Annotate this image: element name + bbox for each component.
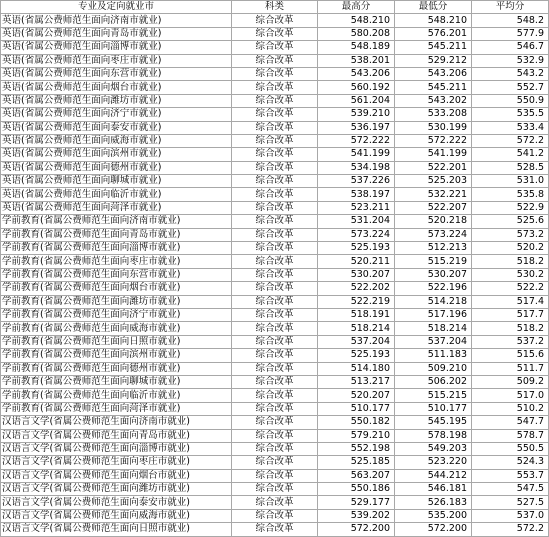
cell-major: 汉语言文学(省属公费师范生面向烟台市就业) [1,469,232,482]
cell-type: 综合改革 [232,54,318,67]
score-table-header [1,1,549,14]
cell-min-score: 525.203 [395,175,472,188]
cell-max-score: 550.186 [318,483,395,496]
cell-major: 汉语言文学(省属公费师范生面向潍坊市就业) [1,483,232,496]
score-table-body [1,14,549,536]
cell-max-score: 537.226 [318,175,395,188]
cell-major: 学前教育(省属公费师范生面向菏泽市就业) [1,402,232,415]
cell-type: 综合改革 [232,108,318,121]
cell-type: 综合改革 [232,402,318,415]
header-row [1,1,549,14]
table-row [1,416,549,429]
cell-min-score: 522.196 [395,282,472,295]
cell-min-score: 572.200 [395,523,472,536]
table-row [1,242,549,255]
cell-type: 综合改革 [232,94,318,107]
header-max-score: 最高分 [318,1,395,14]
cell-type: 综合改革 [232,81,318,94]
table-row [1,215,549,228]
table-row [1,14,549,27]
cell-type: 综合改革 [232,429,318,442]
cell-avg-score: 547.7 [472,416,549,429]
cell-min-score: 549.203 [395,442,472,455]
cell-max-score: 520.211 [318,255,395,268]
cell-max-score: 572.200 [318,523,395,536]
cell-max-score: 514.180 [318,362,395,375]
cell-max-score: 552.198 [318,442,395,455]
cell-major: 英语(省属公费师范生面向淄博市就业) [1,41,232,54]
cell-type: 综合改革 [232,188,318,201]
table-row [1,295,549,308]
cell-min-score: 514.218 [395,295,472,308]
cell-major: 英语(省属公费师范生面向东营市就业) [1,67,232,80]
cell-min-score: 532.221 [395,188,472,201]
cell-max-score: 550.182 [318,416,395,429]
cell-major: 汉语言文学(省属公费师范生面向泰安市就业) [1,496,232,509]
table-row [1,41,549,54]
cell-avg-score: 533.4 [472,121,549,134]
header-type: 科类 [232,1,318,14]
cell-type: 综合改革 [232,295,318,308]
cell-type: 综合改革 [232,335,318,348]
cell-avg-score: 518.2 [472,255,549,268]
cell-type: 综合改革 [232,416,318,429]
cell-avg-score: 572.2 [472,134,549,147]
cell-type: 综合改革 [232,496,318,509]
table-row [1,523,549,536]
table-row [1,375,549,388]
header-min-score: 最低分 [395,1,472,14]
cell-major: 汉语言文学(省属公费师范生面向淄博市就业) [1,442,232,455]
cell-avg-score: 522.2 [472,282,549,295]
cell-min-score: 510.177 [395,402,472,415]
cell-major: 学前教育(省属公费师范生面向青岛市就业) [1,228,232,241]
cell-major: 学前教育(省属公费师范生面向聊城市就业) [1,375,232,388]
cell-major: 英语(省属公费师范生面向菏泽市就业) [1,201,232,214]
cell-min-score: 543.202 [395,94,472,107]
table-row [1,268,549,281]
cell-major: 学前教育(省属公费师范生面向烟台市就业) [1,282,232,295]
cell-max-score: 543.206 [318,67,395,80]
cell-type: 综合改革 [232,228,318,241]
table-row [1,161,549,174]
cell-avg-score: 532.9 [472,54,549,67]
cell-major: 汉语言文学(省属公费师范生面向济南市就业) [1,416,232,429]
cell-min-score: 506.202 [395,375,472,388]
cell-avg-score: 517.4 [472,295,549,308]
cell-major: 学前教育(省属公费师范生面向枣庄市就业) [1,255,232,268]
cell-min-score: 522.207 [395,201,472,214]
cell-avg-score: 541.2 [472,148,549,161]
cell-min-score: 511.183 [395,349,472,362]
cell-major: 学前教育(省属公费师范生面向潍坊市就业) [1,295,232,308]
cell-type: 综合改革 [232,67,318,80]
table-row [1,349,549,362]
table-row [1,389,549,402]
cell-min-score: 523.220 [395,456,472,469]
cell-avg-score: 520.2 [472,242,549,255]
cell-major: 学前教育(省属公费师范生面向临沂市就业) [1,389,232,402]
cell-avg-score: 578.7 [472,429,549,442]
cell-max-score: 522.202 [318,282,395,295]
cell-major: 英语(省属公费师范生面向泰安市就业) [1,121,232,134]
cell-max-score: 579.210 [318,429,395,442]
cell-max-score: 518.214 [318,322,395,335]
cell-major: 学前教育(省属公费师范生面向威海市就业) [1,322,232,335]
cell-avg-score: 510.2 [472,402,549,415]
cell-avg-score: 511.7 [472,362,549,375]
cell-avg-score: 543.2 [472,67,549,80]
cell-max-score: 531.204 [318,215,395,228]
table-row [1,81,549,94]
cell-type: 综合改革 [232,215,318,228]
cell-type: 综合改革 [232,389,318,402]
cell-type: 综合改革 [232,509,318,522]
cell-major: 英语(省属公费师范生面向枣庄市就业) [1,54,232,67]
cell-max-score: 563.207 [318,469,395,482]
cell-min-score: 546.181 [395,483,472,496]
table-row [1,188,549,201]
cell-type: 综合改革 [232,456,318,469]
cell-min-score: 537.204 [395,335,472,348]
cell-avg-score: 517.7 [472,308,549,321]
cell-min-score: 520.218 [395,215,472,228]
table-row [1,94,549,107]
table-row [1,175,549,188]
cell-min-score: 545.211 [395,81,472,94]
cell-major: 学前教育(省属公费师范生面向日照市就业) [1,335,232,348]
cell-min-score: 533.208 [395,108,472,121]
cell-min-score: 530.199 [395,121,472,134]
cell-avg-score: 548.2 [472,14,549,27]
cell-max-score: 561.204 [318,94,395,107]
table-row [1,121,549,134]
cell-major: 学前教育(省属公费师范生面向东营市就业) [1,268,232,281]
cell-type: 综合改革 [232,41,318,54]
cell-avg-score: 530.2 [472,268,549,281]
cell-max-score: 580.208 [318,27,395,40]
cell-major: 英语(省属公费师范生面向德州市就业) [1,161,232,174]
cell-major: 学前教育(省属公费师范生面向滨州市就业) [1,349,232,362]
cell-min-score: 517.196 [395,308,472,321]
cell-min-score: 545.195 [395,416,472,429]
cell-min-score: 544.212 [395,469,472,482]
cell-max-score: 525.193 [318,242,395,255]
cell-avg-score: 535.5 [472,108,549,121]
cell-avg-score: 525.6 [472,215,549,228]
cell-type: 综合改革 [232,242,318,255]
cell-avg-score: 547.5 [472,483,549,496]
cell-avg-score: 572.2 [472,523,549,536]
cell-max-score: 530.207 [318,268,395,281]
cell-min-score: 515.219 [395,255,472,268]
cell-max-score: 537.204 [318,335,395,348]
cell-min-score: 535.200 [395,509,472,522]
cell-min-score: 572.222 [395,134,472,147]
cell-major: 英语(省属公费师范生面向威海市就业) [1,134,232,147]
cell-major: 汉语言文学(省属公费师范生面向枣庄市就业) [1,456,232,469]
cell-type: 综合改革 [232,483,318,496]
table-row [1,255,549,268]
cell-type: 综合改革 [232,362,318,375]
cell-major: 英语(省属公费师范生面向青岛市就业) [1,27,232,40]
table-row [1,201,549,214]
cell-type: 综合改革 [232,255,318,268]
cell-major: 学前教育(省属公费师范生面向德州市就业) [1,362,232,375]
cell-max-score: 572.222 [318,134,395,147]
cell-min-score: 529.212 [395,54,472,67]
table-row [1,483,549,496]
header-avg-score: 平均分 [472,1,549,14]
cell-avg-score: 528.5 [472,161,549,174]
cell-max-score: 548.189 [318,41,395,54]
table-row [1,27,549,40]
cell-max-score: 523.211 [318,201,395,214]
cell-max-score: 522.219 [318,295,395,308]
cell-type: 综合改革 [232,27,318,40]
cell-avg-score: 531.0 [472,175,549,188]
table-row [1,362,549,375]
cell-avg-score: 537.0 [472,509,549,522]
table-row [1,456,549,469]
cell-type: 综合改革 [232,375,318,388]
cell-type: 综合改革 [232,349,318,362]
cell-max-score: 539.210 [318,108,395,121]
table-row [1,108,549,121]
cell-max-score: 538.197 [318,188,395,201]
cell-min-score: 518.214 [395,322,472,335]
cell-type: 综合改革 [232,442,318,455]
cell-type: 综合改革 [232,268,318,281]
cell-max-score: 573.224 [318,228,395,241]
cell-avg-score: 518.2 [472,322,549,335]
table-row [1,54,549,67]
cell-major: 汉语言文学(省属公费师范生面向日照市就业) [1,523,232,536]
cell-major: 英语(省属公费师范生面向济南市就业) [1,14,232,27]
cell-min-score: 530.207 [395,268,472,281]
table-row [1,442,549,455]
cell-min-score: 526.183 [395,496,472,509]
cell-avg-score: 509.2 [472,375,549,388]
cell-min-score: 512.213 [395,242,472,255]
cell-avg-score: 524.3 [472,456,549,469]
table-row [1,335,549,348]
cell-avg-score: 550.9 [472,94,549,107]
cell-type: 综合改革 [232,201,318,214]
cell-avg-score: 553.7 [472,469,549,482]
cell-max-score: 538.201 [318,54,395,67]
cell-min-score: 548.210 [395,14,472,27]
table-row [1,67,549,80]
cell-major: 学前教育(省属公费师范生面向济宁市就业) [1,308,232,321]
cell-min-score: 541.199 [395,148,472,161]
table-row [1,308,549,321]
table-row [1,402,549,415]
cell-max-score: 536.197 [318,121,395,134]
cell-type: 综合改革 [232,322,318,335]
cell-type: 综合改革 [232,148,318,161]
cell-major: 汉语言文学(省属公费师范生面向青岛市就业) [1,429,232,442]
table-row [1,148,549,161]
cell-type: 综合改革 [232,161,318,174]
cell-max-score: 518.191 [318,308,395,321]
cell-min-score: 515.215 [395,389,472,402]
cell-min-score: 545.211 [395,41,472,54]
cell-major: 英语(省属公费师范生面向聊城市就业) [1,175,232,188]
cell-max-score: 525.193 [318,349,395,362]
cell-avg-score: 573.2 [472,228,549,241]
cell-max-score: 529.177 [318,496,395,509]
cell-type: 综合改革 [232,523,318,536]
cell-avg-score: 550.5 [472,442,549,455]
cell-type: 综合改革 [232,121,318,134]
cell-max-score: 560.192 [318,81,395,94]
cell-major: 英语(省属公费师范生面向烟台市就业) [1,81,232,94]
cell-min-score: 509.210 [395,362,472,375]
cell-major: 英语(省属公费师范生面向临沂市就业) [1,188,232,201]
cell-type: 综合改革 [232,134,318,147]
cell-min-score: 543.206 [395,67,472,80]
cell-max-score: 534.198 [318,161,395,174]
table-row [1,322,549,335]
cell-avg-score: 527.5 [472,496,549,509]
cell-min-score: 576.201 [395,27,472,40]
table-row [1,469,549,482]
cell-avg-score: 517.0 [472,389,549,402]
cell-max-score: 513.217 [318,375,395,388]
header-major: 专业及定向就业市 [1,1,232,14]
cell-avg-score: 535.8 [472,188,549,201]
cell-avg-score: 537.2 [472,335,549,348]
cell-min-score: 573.224 [395,228,472,241]
table-row [1,429,549,442]
table-row [1,282,549,295]
cell-type: 综合改革 [232,308,318,321]
cell-type: 综合改革 [232,175,318,188]
table-row [1,228,549,241]
cell-max-score: 539.202 [318,509,395,522]
cell-avg-score: 546.7 [472,41,549,54]
cell-avg-score: 552.7 [472,81,549,94]
cell-avg-score: 515.6 [472,349,549,362]
cell-min-score: 522.201 [395,161,472,174]
cell-avg-score: 522.9 [472,201,549,214]
cell-max-score: 525.185 [318,456,395,469]
cell-major: 英语(省属公费师范生面向潍坊市就业) [1,94,232,107]
cell-avg-score: 577.9 [472,27,549,40]
cell-type: 综合改革 [232,469,318,482]
cell-major: 汉语言文学(省属公费师范生面向威海市就业) [1,509,232,522]
cell-major: 英语(省属公费师范生面向济宁市就业) [1,108,232,121]
cell-max-score: 510.177 [318,402,395,415]
cell-major: 学前教育(省属公费师范生面向济南市就业) [1,215,232,228]
cell-major: 学前教育(省属公费师范生面向淄博市就业) [1,242,232,255]
cell-type: 综合改革 [232,282,318,295]
table-row [1,509,549,522]
cell-max-score: 541.199 [318,148,395,161]
cell-major: 英语(省属公费师范生面向滨州市就业) [1,148,232,161]
cell-min-score: 578.198 [395,429,472,442]
table-row [1,134,549,147]
cell-type: 综合改革 [232,14,318,27]
cell-max-score: 520.207 [318,389,395,402]
cell-max-score: 548.210 [318,14,395,27]
